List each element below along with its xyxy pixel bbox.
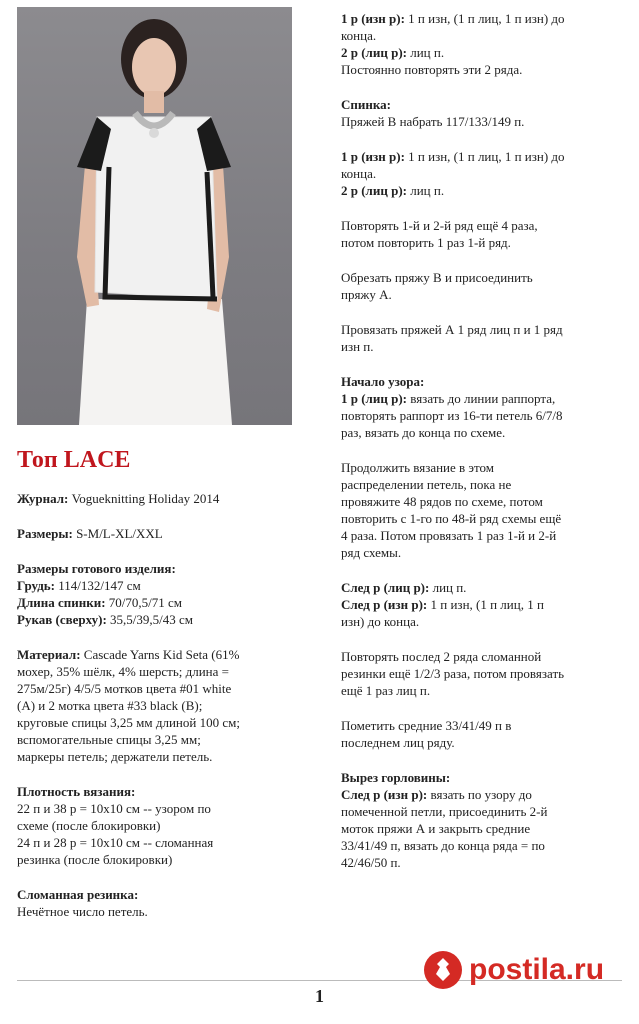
page-number: 1: [315, 986, 324, 1006]
next-rs-value: лиц п.: [429, 580, 467, 595]
mark-paragraph: [341, 717, 626, 751]
model-photo: [17, 7, 292, 425]
length-label: Длина спинки:: [17, 595, 106, 610]
repeat-line-1: потом повторить 1 раз 1-й ряд.: [341, 235, 511, 250]
knit-line-1: изн п.: [341, 339, 374, 354]
material-label: Материал:: [17, 647, 81, 662]
gauge-heading: Плотность вязания:: [17, 784, 136, 799]
magazine-value: Vogueknitting Holiday 2014: [68, 491, 220, 506]
pattern-row1-text-2: раз, вязать до конца по схеме.: [341, 425, 506, 440]
gauge-block: [17, 783, 317, 868]
neckline-text-0: вязать по узору до: [427, 787, 532, 802]
back-row2-value: лиц п.: [406, 183, 445, 198]
knit-paragraph: [341, 321, 626, 355]
next-rs-line: [341, 579, 626, 596]
repeat-text: Постоянно повторять эти 2 ряда.: [341, 62, 523, 77]
sleeve-label: Рукав (сверху):: [17, 612, 107, 627]
row1-text-0: 1 п изн, (1 п лиц, 1 п изн) до: [404, 11, 565, 26]
continue-line-5: ряд схемы.: [341, 545, 402, 560]
back-rows-block: [341, 148, 626, 199]
next-rows-block: [341, 579, 626, 630]
neckline-text-4: 42/46/50 п.: [341, 855, 401, 870]
next-ws-text-0: 1 п изн, (1 п лиц, 1 п: [427, 597, 544, 612]
neckline-heading: Вырез горловины:: [341, 770, 451, 785]
pattern-title: Топ LACE: [17, 447, 131, 473]
cut-line-1: пряжу A.: [341, 287, 392, 302]
material-line-6: маркеры петель; держатели петель.: [17, 749, 213, 764]
broken-rib-heading: Сломанная резинка:: [17, 887, 139, 902]
back-block: [341, 96, 626, 130]
continue-line-4: 4 раза. Потом провязать 1 раз 1-й и 2-й: [341, 528, 557, 543]
material-line-3: (A) и 2 мотка цвета #33 black (B);: [17, 698, 203, 713]
finished-sizes-block: [17, 560, 317, 628]
neckline-text-3: 33/41/49 п, вязать до конца ряда = по: [341, 838, 545, 853]
pin-icon: [423, 950, 463, 990]
gauge-line-2: 24 п и 28 р = 10х10 см -- сломанная: [17, 835, 214, 850]
cut-paragraph: [341, 269, 626, 303]
back-row1-text-0: 1 п изн, (1 п лиц, 1 п изн) до: [404, 149, 565, 164]
photo-illustration: [17, 7, 292, 425]
pattern-row1-text-1: повторять раппорт из 16-ти петель 6/7/8: [341, 408, 563, 423]
knit-line-0: Провязать пряжей А 1 ряд лиц п и 1 ряд: [341, 322, 563, 337]
pattern-row1-label: 1 р (лиц р):: [341, 391, 407, 406]
pattern-start-block: [341, 373, 626, 441]
back-row1-text-1: конца.: [341, 166, 377, 181]
chest-line: [17, 577, 317, 594]
postila-watermark: [423, 950, 604, 990]
continue-line-0: Продолжить вязание в этом: [341, 460, 494, 475]
back-row1-line: [341, 148, 626, 165]
continue-paragraph: [341, 459, 626, 561]
back-row2-line: [341, 182, 626, 199]
back-row2-label: 2 р (лиц р):: [341, 183, 407, 198]
rib-paragraph: [341, 648, 626, 699]
neckline-row-label: След р (изн р):: [341, 787, 428, 802]
mark-line-0: Пометить средние 33/41/49 п в: [341, 718, 512, 733]
sizes-label: Размеры:: [17, 526, 73, 541]
sizes-value: S-M/L-XL/XXL: [72, 526, 163, 541]
repeat-line-0: Повторять 1-й и 2-й ряд ещё 4 раза,: [341, 218, 538, 233]
watermark-text: postila.ru: [469, 953, 605, 986]
neckline-text-1: помеченной петли, присоединить 2-й: [341, 804, 548, 819]
mark-line-1: последнем лиц ряду.: [341, 735, 455, 750]
neckline-block: [341, 769, 626, 871]
gauge-line-1: схеме (после блокировки): [17, 818, 161, 833]
continue-line-2: провяжите 48 рядов по схеме, потом: [341, 494, 543, 509]
neckline-text-2: моток пряжи А и закрыть средние: [341, 821, 531, 836]
sleeve-value: 35,5/39,5/43 см: [106, 612, 194, 627]
face-shape: [132, 38, 176, 96]
repeat-paragraph: [341, 217, 626, 251]
continue-line-1: распределении петель, пока не: [341, 477, 512, 492]
lace-top-shape: [95, 117, 217, 299]
next-ws-label: След р (изн р):: [341, 597, 428, 612]
length-line: [17, 594, 317, 611]
row1-line: [341, 10, 626, 27]
chest-label: Грудь:: [17, 578, 55, 593]
necklace-pendant-shape: [149, 128, 159, 138]
row2-value: лиц п.: [406, 45, 445, 60]
material-line-5: вспомогательные спицы 3,25 мм;: [17, 732, 201, 747]
gauge-line-0: 22 п и 38 р = 10х10 см -- узором по: [17, 801, 211, 816]
material-block: [17, 646, 317, 765]
material-line-4: круговые спицы 3,25 мм длиной 100 см;: [17, 715, 240, 730]
rib-rows-block: [341, 10, 626, 78]
material-text-0: Cascade Yarns Kid Seta (61%: [80, 647, 240, 662]
magazine-label: Журнал:: [17, 491, 69, 506]
cut-line-0: Обрезать пряжу B и присоединить: [341, 270, 533, 285]
sleeve-line: [17, 611, 317, 628]
back-row1-label: 1 р (изн р):: [341, 149, 405, 164]
row1-text-1: конца.: [341, 28, 377, 43]
material-line-1: мохер, 35% шёлк, 4% шерсть; длина =: [17, 664, 229, 679]
gauge-line-3: резинка (после блокировки): [17, 852, 173, 867]
row2-line: [341, 44, 626, 61]
rib-line-1: резинки ещё 1/2/3 раза, потом провязать: [341, 666, 565, 681]
next-ws-text-1: изн) до конца.: [341, 614, 420, 629]
right-column: [341, 10, 626, 889]
pattern-heading: Начало узора:: [341, 374, 425, 389]
broken-rib-block: [17, 886, 317, 920]
finished-sizes-heading: Размеры готового изделия:: [17, 561, 176, 576]
continue-line-3: повторить с 1-го по 48-й ряд схемы ещё: [341, 511, 562, 526]
trousers-shape: [79, 299, 232, 425]
material-line-0: [17, 646, 317, 663]
broken-rib-text: Нечётное число петель.: [17, 904, 148, 919]
back-text: Пряжей B набрать 117/133/149 п.: [341, 114, 525, 129]
sizes-line: [17, 525, 317, 542]
left-column: [17, 490, 317, 938]
rib-line-2: ещё 1 раз лиц п.: [341, 683, 431, 698]
neckline-row-line: [341, 786, 626, 803]
row1-label: 1 р (изн р):: [341, 11, 405, 26]
next-rs-label: След р (лиц р):: [341, 580, 430, 595]
pattern-row1-text-0: вязать до линии раппорта,: [406, 391, 556, 406]
rib-line-0: Повторять послед 2 ряда сломанной: [341, 649, 542, 664]
neck-shape: [144, 91, 164, 113]
material-line-2: 275м/25г) 4/5/5 мотков цвета #01 white: [17, 681, 232, 696]
row2-label: 2 р (лиц р):: [341, 45, 407, 60]
chest-value: 114/132/147 см: [54, 578, 141, 593]
pattern-row1-line: [341, 390, 626, 407]
back-heading: Спинка:: [341, 97, 391, 112]
length-value: 70/70,5/71 см: [105, 595, 183, 610]
next-ws-line: [341, 596, 626, 613]
magazine-line: [17, 490, 317, 507]
